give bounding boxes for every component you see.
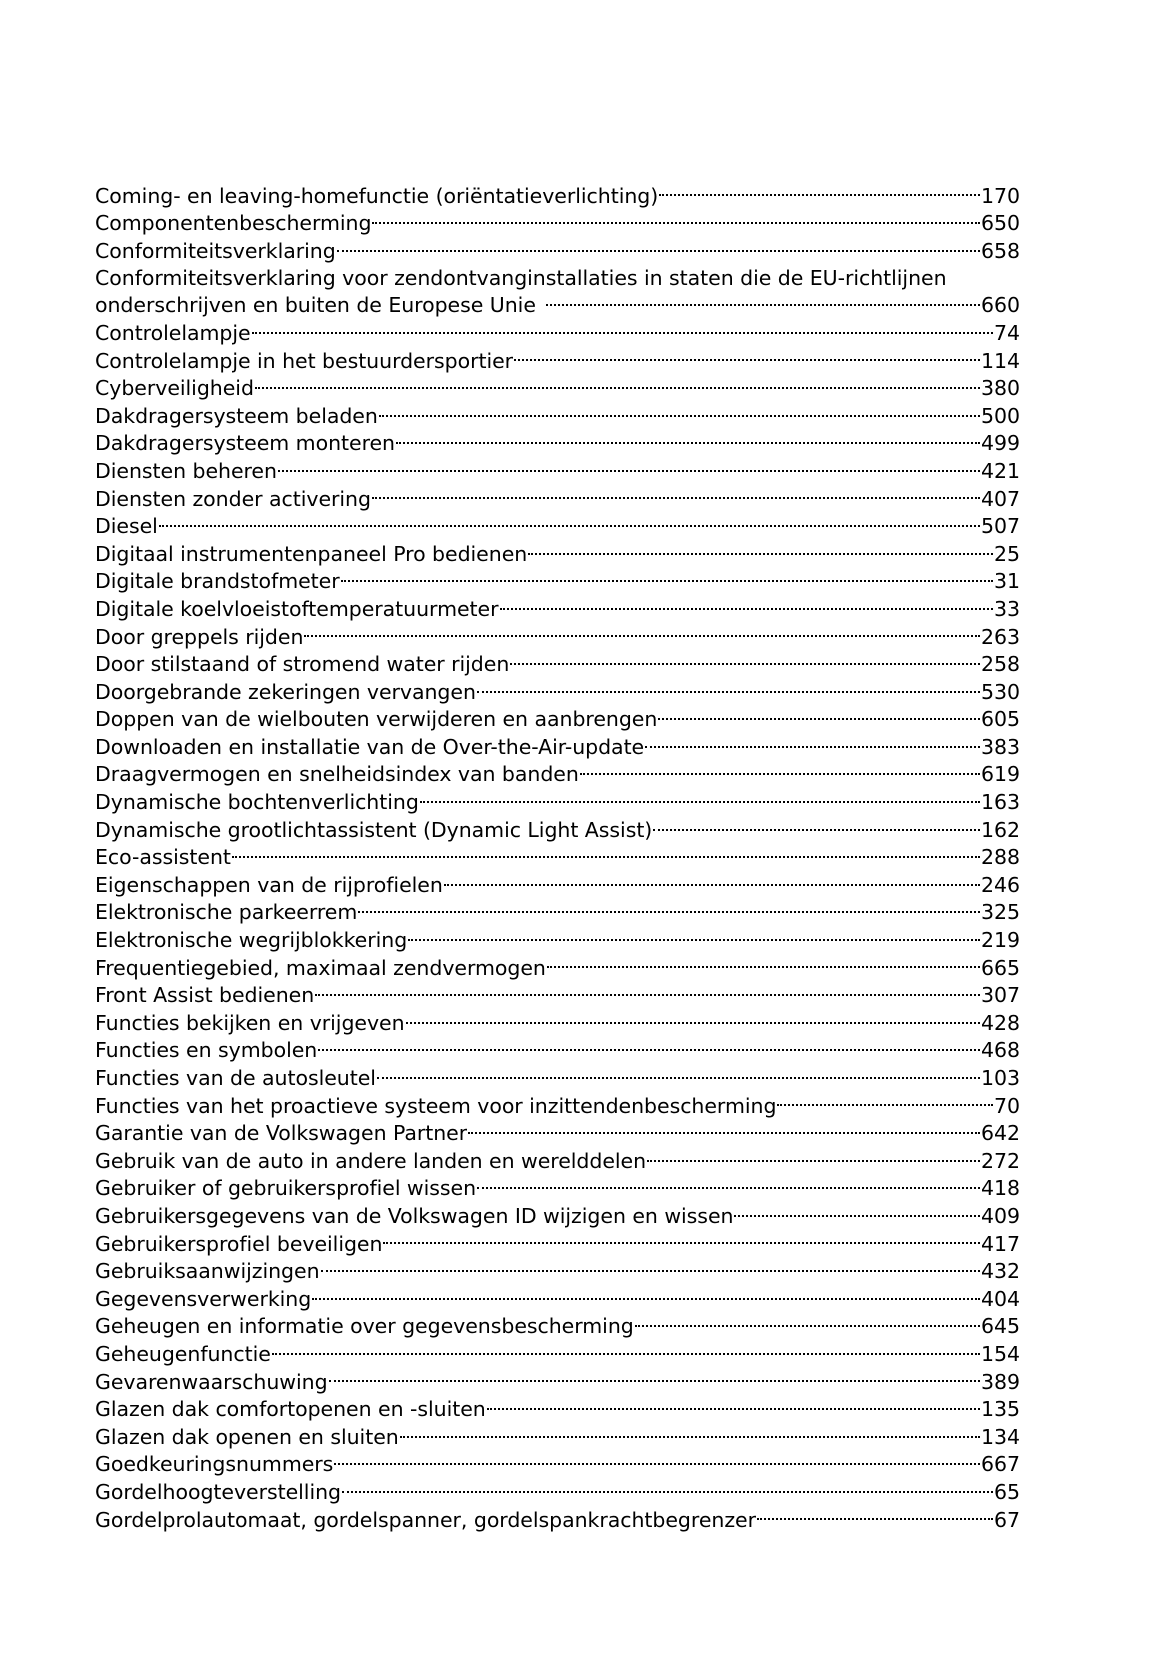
dot-leader <box>658 706 980 727</box>
index-entry-page-number[interactable]: 134 <box>981 1424 1020 1449</box>
index-entry[interactable] <box>95 375 1020 403</box>
dot-leader <box>408 927 980 948</box>
index-entry-page-number[interactable]: 432 <box>981 1259 1020 1284</box>
index-entry-title: Geheugen en informatie over gegevensbescherming <box>95 1314 634 1339</box>
index-entry-title: Digitale brandstofmeter <box>95 569 340 594</box>
dot-leader <box>528 540 993 561</box>
index-entry[interactable] <box>95 706 1020 734</box>
index-entry-page-number[interactable]: 162 <box>981 817 1020 842</box>
index-entry-title: Elektronische wegrijblokkering <box>95 928 408 953</box>
dot-leader <box>232 844 980 865</box>
index-entry-page-number[interactable]: 219 <box>981 928 1020 953</box>
index-entry[interactable] <box>95 1202 1020 1230</box>
index-entry-title: Gebruik van de auto in andere landen en werelddelen <box>95 1148 647 1173</box>
dot-leader <box>372 210 980 231</box>
index-entry[interactable] <box>95 1368 1020 1396</box>
index-entry-title: Gebruiksaanwijzingen <box>95 1259 320 1284</box>
index-entry-page-number[interactable]: 418 <box>981 1176 1020 1201</box>
index-entry-page-number[interactable]: 258 <box>981 652 1020 677</box>
dot-leader <box>580 761 980 782</box>
dot-leader <box>500 595 994 616</box>
index-entry-title: Front Assist bedienen <box>95 983 315 1008</box>
index-entry-title: Functies en symbolen <box>95 1038 318 1063</box>
index-entry-title: Glazen dak openen en sluiten <box>95 1424 399 1449</box>
index-entry-title: Doppen van de wielbouten verwijderen en aanbrengen <box>95 707 658 732</box>
dot-leader <box>321 1258 980 1279</box>
dot-leader <box>272 1340 980 1361</box>
index-entry-page-number[interactable]: 380 <box>981 376 1020 401</box>
dot-leader <box>159 513 980 534</box>
index-entry[interactable] <box>95 1230 1020 1258</box>
index-entry[interactable] <box>95 513 1020 541</box>
index-entry-title: Functies van het proactieve systeem voor inzittendenbescherming <box>95 1093 777 1118</box>
dot-leader <box>734 1202 980 1223</box>
dot-leader <box>383 1230 980 1251</box>
index-entry-page-number[interactable]: 325 <box>981 900 1020 925</box>
index-entry-title: Garantie van de Volkswagen Partner <box>95 1121 468 1146</box>
index-entry-title: Gordelprolautomaat, gordelspanner, gordelspankrachtbegrenzer <box>95 1507 756 1532</box>
dot-leader <box>514 347 980 368</box>
index-entry[interactable] <box>95 347 1020 375</box>
index-entry-page-number[interactable]: 70 <box>994 1093 1020 1118</box>
index-entry-title: Coming- en leaving-homefunctie (oriëntatieverlichting) <box>95 183 659 208</box>
index-entry-title-continued: onderschrijven en buiten de Europese Unie <box>95 293 536 318</box>
index-entry[interactable] <box>95 733 1020 761</box>
index-entry[interactable] <box>95 982 1020 1010</box>
index-entry[interactable] <box>95 678 1020 706</box>
index-entry-page-number[interactable]: 468 <box>981 1038 1020 1063</box>
index-entry-title: Conformiteitsverklaring voor zendontvanginstallaties in staten die de EU-richtlijnen <box>95 265 947 290</box>
dot-leader <box>406 1009 980 1030</box>
index-entry[interactable] <box>95 1423 1020 1451</box>
dot-leader <box>342 1478 993 1499</box>
index-entry-page-number[interactable]: 667 <box>981 1452 1020 1477</box>
index-entry-title: Gebruikersgegevens van de Volkswagen ID wijzigen en wissen <box>95 1203 734 1228</box>
index-entry[interactable] <box>95 1313 1020 1341</box>
index-entry-title: Controlelampje in het bestuurdersportier <box>95 348 514 373</box>
index-entry[interactable] <box>95 1065 1020 1093</box>
index-entry-title: Eigenschappen van de rijprofielen <box>95 872 443 897</box>
index-entry[interactable] <box>95 651 1020 679</box>
dot-leader <box>468 1120 980 1141</box>
index-entry-page-number[interactable]: 404 <box>981 1286 1020 1311</box>
index-entry[interactable] <box>95 954 1020 982</box>
index-entry-page-number[interactable]: 103 <box>981 1066 1020 1090</box>
dot-leader <box>487 1396 980 1417</box>
index-entry-title: Door greppels rijden <box>95 624 304 649</box>
index-entry-title: Dakdragersysteem monteren <box>95 431 396 456</box>
index-entry-title: Cyberveiligheid <box>95 376 254 401</box>
index-entry-title: Conformiteitsverklaring <box>95 238 336 263</box>
dot-leader <box>312 1285 980 1306</box>
index-entry[interactable] <box>95 265 1020 292</box>
index-entry-title: Functies bekijken en vrijgeven <box>95 1010 405 1035</box>
index-entry[interactable] <box>95 237 1020 265</box>
index-entry-title: Geheugenfunctie <box>95 1341 271 1366</box>
index-entry-page-number[interactable]: 246 <box>981 872 1020 897</box>
index-entry-list <box>95 182 1020 1534</box>
index-entry[interactable] <box>95 1340 1020 1368</box>
index-entry-title: Dynamische bochtenverlichting <box>95 790 419 815</box>
index-entry[interactable] <box>95 402 1020 430</box>
index-entry-page-number[interactable]: 658 <box>981 238 1020 263</box>
index-entry-title: Door stilstaand of stromend water rijden <box>95 652 510 677</box>
index-entry-title: Gordelhoogteverstelling <box>95 1479 342 1504</box>
index-entry[interactable] <box>95 761 1020 789</box>
index-entry-page-number[interactable]: 421 <box>981 458 1020 483</box>
index-entry[interactable] <box>95 1506 1020 1534</box>
index-entry-title: Gebruiker of gebruikersprofiel wissen <box>95 1176 477 1201</box>
index-entry-title: Digitaal instrumentenpaneel Pro bedienen <box>95 541 528 566</box>
dot-leader <box>444 871 980 892</box>
index-entry-title: Draagvermogen en snelheidsindex van banden <box>95 762 579 787</box>
dot-leader <box>777 1092 993 1113</box>
index-entry[interactable] <box>95 595 1020 623</box>
index-entry-page-number[interactable]: 605 <box>981 707 1020 732</box>
dot-leader <box>252 319 993 340</box>
dot-leader <box>647 1147 980 1168</box>
index-entry[interactable] <box>95 871 1020 899</box>
index-entry-title: Gebruikersprofiel beveiligen <box>95 1231 383 1256</box>
index-entry[interactable] <box>95 1285 1020 1313</box>
index-entry-title: Dakdragersysteem beladen <box>95 403 378 428</box>
index-entry-page-number[interactable]: 619 <box>981 762 1020 787</box>
index-entry[interactable] <box>95 1451 1020 1479</box>
index-entry-page-number[interactable]: 65 <box>994 1479 1020 1504</box>
dot-leader <box>337 237 980 258</box>
index-entry-page-number[interactable]: 154 <box>981 1341 1020 1366</box>
index-entry-page-number[interactable]: 417 <box>981 1231 1020 1256</box>
index-entry-page-number[interactable]: 642 <box>981 1121 1020 1146</box>
index-entry-page-number[interactable]: 114 <box>981 348 1020 373</box>
index-entry-page-number[interactable]: 500 <box>981 403 1020 428</box>
index-entry-page-number[interactable]: 650 <box>981 211 1020 236</box>
index-entry-title: Gevarenwaarschuwing <box>95 1369 328 1394</box>
index-entry[interactable] <box>95 210 1020 238</box>
index-entry-page-number[interactable]: 645 <box>981 1314 1020 1339</box>
index-entry[interactable] <box>95 623 1020 651</box>
dot-leader <box>278 457 980 478</box>
dot-leader <box>315 982 980 1003</box>
index-entry-title: Diensten beheren <box>95 458 277 483</box>
index-entry-title: Doorgebrande zekeringen vervangen <box>95 679 476 704</box>
index-entry-page-number[interactable]: 288 <box>981 845 1020 870</box>
index-entry-page-number[interactable]: 407 <box>981 486 1020 511</box>
index-entry-title: Functies van de autosleutel <box>95 1066 376 1090</box>
index-entry-title: Componentenbescherming <box>95 211 372 236</box>
index-entry[interactable] <box>95 927 1020 955</box>
dot-leader <box>653 816 980 837</box>
dot-leader <box>547 954 980 975</box>
index-entry-page-number[interactable]: 507 <box>981 514 1020 539</box>
index-entry[interactable] <box>95 844 1020 872</box>
index-entry-page-number[interactable]: 665 <box>981 955 1020 980</box>
index-entry[interactable] <box>95 1258 1020 1286</box>
dot-leader <box>477 1175 980 1196</box>
index-entry-page-number[interactable]: 170 <box>981 183 1020 208</box>
index-entry[interactable] <box>95 485 1020 513</box>
dot-leader <box>400 1423 980 1444</box>
dot-leader <box>757 1506 993 1527</box>
index-entry-page-number[interactable]: 389 <box>981 1369 1020 1394</box>
index-entry-title: Diesel <box>95 514 158 539</box>
index-entry[interactable] <box>95 1009 1020 1037</box>
dot-leader <box>372 485 980 506</box>
index-entry-title: Controlelampje <box>95 320 251 345</box>
index-entry[interactable] <box>95 816 1020 844</box>
index-entry[interactable] <box>95 1396 1020 1424</box>
index-entry-title: Frequentiegebied, maximaal zendvermogen <box>95 955 546 980</box>
index-entry-page-number[interactable]: 135 <box>981 1397 1020 1422</box>
index-entry-page-number[interactable]: 33 <box>994 596 1020 621</box>
index-entry-title: Elektronische parkeerrem <box>95 900 358 925</box>
dot-leader <box>304 623 980 644</box>
dot-leader <box>645 733 980 754</box>
index-entry-page-number[interactable]: 660 <box>981 293 1020 318</box>
index-entry-title: Downloaden en installatie van de Over-the-Air-update <box>95 734 645 759</box>
index-entry[interactable] <box>95 568 1020 596</box>
index-entry-title: Eco-assistent <box>95 845 231 870</box>
index-entry-page-number[interactable]: 263 <box>981 624 1020 649</box>
index-entry-page-number[interactable]: 383 <box>981 734 1020 759</box>
dot-leader <box>379 402 980 423</box>
index-entry[interactable] <box>95 182 1020 210</box>
dot-leader <box>635 1313 980 1334</box>
index-entry-page-number[interactable]: 409 <box>981 1203 1020 1228</box>
index-entry[interactable] <box>95 1175 1020 1203</box>
dot-leader <box>659 182 980 203</box>
index-entry-page-number[interactable]: 163 <box>981 790 1020 815</box>
index-entry-page-number[interactable]: 499 <box>981 431 1020 456</box>
dot-leader <box>396 430 980 451</box>
dot-leader <box>341 568 993 589</box>
dot-leader <box>420 789 980 810</box>
index-entry-page-number[interactable]: 74 <box>994 320 1020 345</box>
index-entry-page-number[interactable]: 307 <box>981 983 1020 1008</box>
dot-leader <box>358 899 980 920</box>
index-entry-title: Diensten zonder activering <box>95 486 371 511</box>
dot-leader <box>510 651 980 672</box>
index-entry-title: Glazen dak comfortopenen en -sluiten <box>95 1397 486 1422</box>
index-entry[interactable] <box>95 540 1020 568</box>
dot-leader <box>334 1451 980 1472</box>
dot-leader <box>329 1368 980 1389</box>
index-entry-title: Goedkeuringsnummers <box>95 1452 334 1477</box>
index-entry[interactable] <box>95 1147 1020 1175</box>
dot-leader <box>318 1037 980 1058</box>
index-entry-title: Digitale koelvloeistoftemperatuurmeter <box>95 596 499 621</box>
index-entry-continuation[interactable] <box>95 292 1020 320</box>
dot-leader <box>546 292 980 313</box>
index-entry[interactable] <box>95 457 1020 485</box>
index-entry-title: Gegevensverwerking <box>95 1286 312 1311</box>
dot-leader <box>477 678 980 699</box>
index-entry-title: Dynamische grootlichtassistent (Dynamic Light Assist) <box>95 817 653 842</box>
index-entry-page-number[interactable]: 67 <box>994 1507 1020 1532</box>
index-entry[interactable] <box>95 319 1020 347</box>
dot-leader <box>255 375 980 396</box>
index-entry[interactable] <box>95 430 1020 458</box>
index-entry-page-number[interactable]: 31 <box>994 569 1020 594</box>
index-entry-page-number[interactable]: 272 <box>981 1148 1020 1173</box>
index-entry[interactable] <box>95 1092 1020 1120</box>
index-entry[interactable] <box>95 1037 1020 1065</box>
index-entry-page-number[interactable]: 428 <box>981 1010 1020 1035</box>
index-entry-page-number[interactable]: 530 <box>981 679 1020 704</box>
index-entry[interactable] <box>95 1120 1020 1148</box>
index-entry[interactable] <box>95 899 1020 927</box>
index-entry[interactable] <box>95 1478 1020 1506</box>
index-entry-page-number[interactable]: 25 <box>994 541 1020 566</box>
dot-leader <box>377 1065 980 1086</box>
index-entry[interactable] <box>95 789 1020 817</box>
